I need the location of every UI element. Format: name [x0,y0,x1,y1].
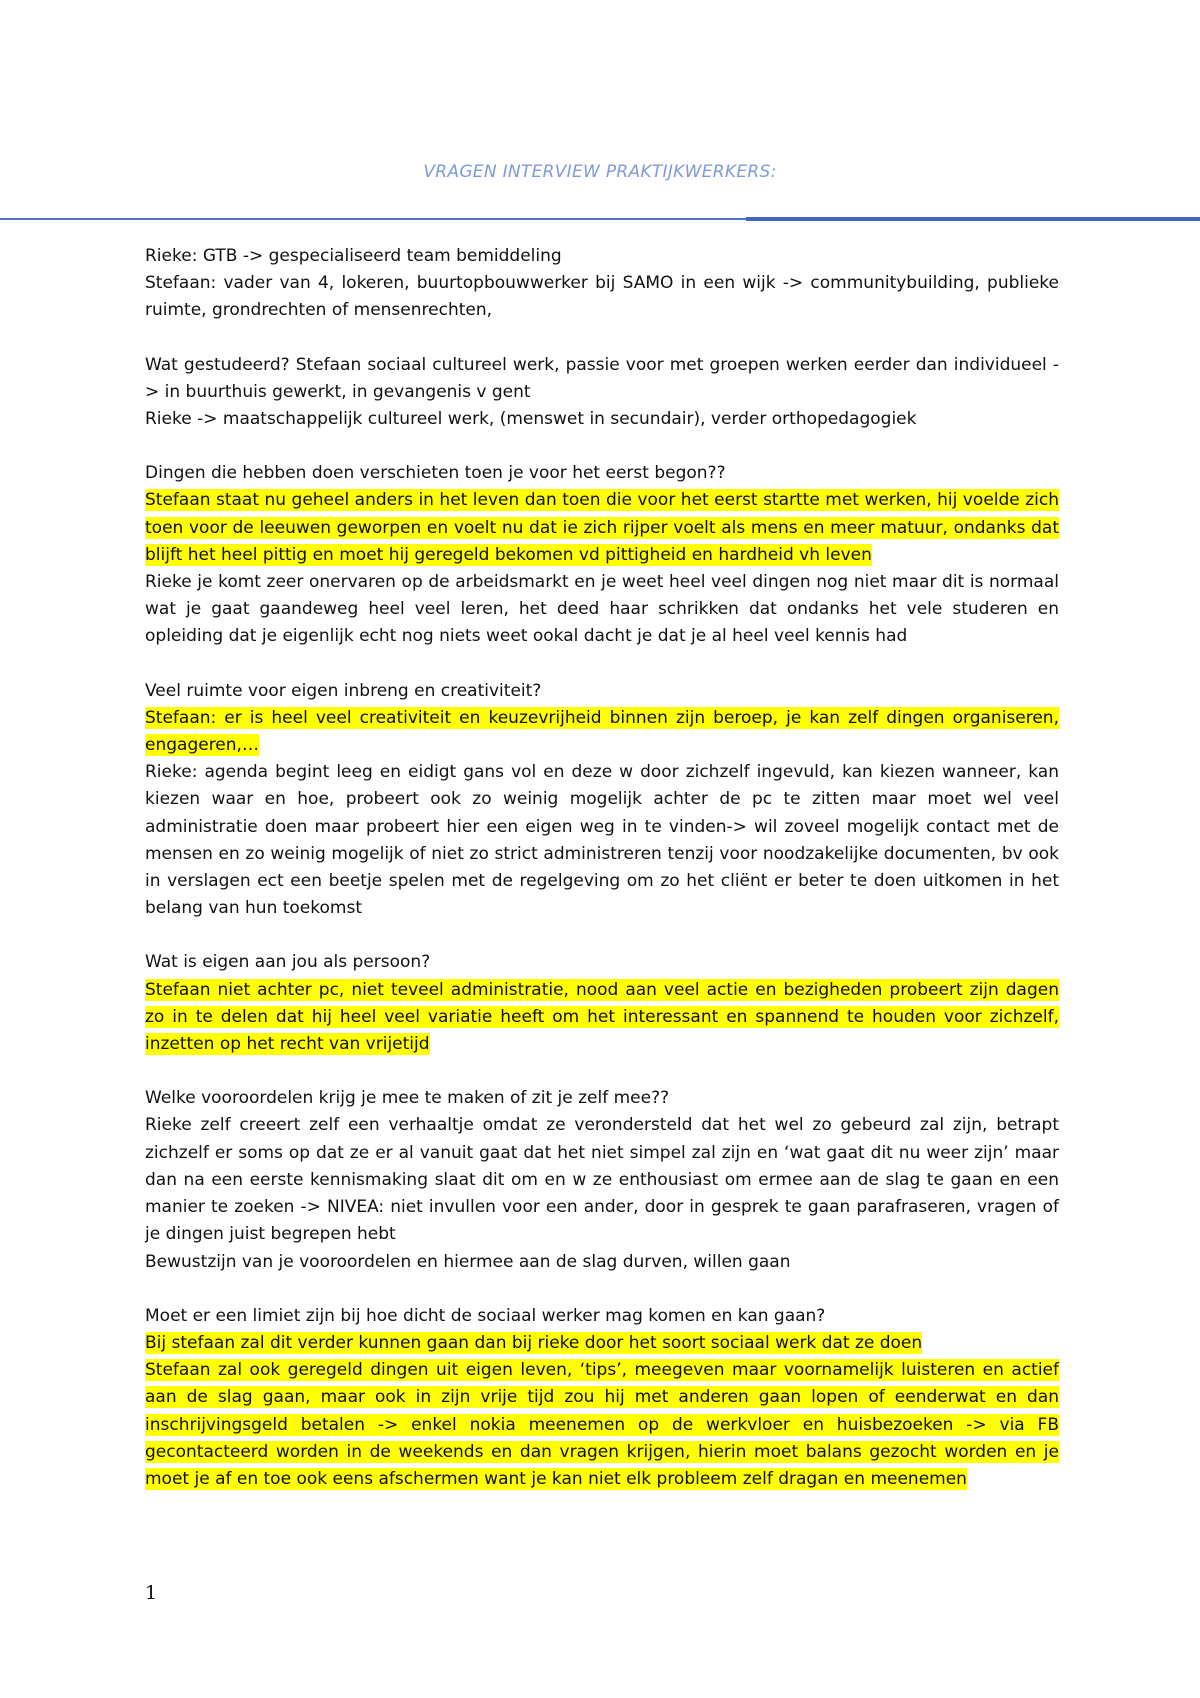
question: Wat is eigen aan jou als persoon? [145,952,431,973]
paragraph: Stefaan: vader van 4, lokeren, buurtopbouwwerker bij SAMO in een wijk -> communitybuilding, publieke ruimte, grondrechten of mensenrechten, [145,273,1059,321]
paragraph-highlighted [145,705,1059,759]
paragraph-highlighted [145,1330,1059,1357]
highlight: Stefaan: er is heel veel creativiteit en keuzevrijheid binnen zijn beroep, je kan zelf dingen organiseren, engageren,… [145,707,1059,756]
question: Moet er een limiet zijn bij hoe dicht de sociaal werker mag komen en kan gaan? [145,1305,826,1326]
highlight: Stefaan staat nu geheel anders in het leven dan toen die voor het eerst startte met werken, hij voelde zich toen voor de leeuwen geworpen en voelt nu dat ie zich rijper voelt als mens en meer matuur, ondanks dat blijft het heel pittig en moet hij geregeld bekomen vd pittigheid en hardheid vh leven [145,490,1059,565]
document-title: VRAGEN INTERVIEW PRAKTIJKWERKERS: [423,162,777,182]
document-body [145,243,1059,1493]
paragraph-highlighted [145,977,1059,1059]
paragraph: Rieke je komt zeer onervaren op de arbeidsmarkt en je weet heel veel dingen nog niet maar dit is normaal wat je gaat gaandeweg heel veel leren, het deed haar schrikken dat ondanks het vele studeren en opleiding dat je eigenlijk echt nog niets weet ookal dacht je dat je al heel veel kennis had [145,572,1059,647]
header-rule-accent [746,217,1200,221]
highlight: Bij stefaan zal dit verder kunnen gaan dan bij rieke door het soort sociaal werk dat ze doen [145,1332,923,1353]
question: Dingen die hebben doen verschieten toen je voor het eerst begon?? [145,463,726,484]
highlight: Stefaan niet achter pc, niet teveel administratie, nood aan veel actie en bezigheden probeert zijn dagen zo in te delen dat hij heel veel variatie heeft om het interessant en spannend te houden voor zichzelf, inzetten op het recht van vrijetijd [145,979,1059,1055]
question: Welke vooroordelen krijg je mee te maken of zit je zelf mee?? [145,1088,670,1109]
page-number: 1 [145,1582,158,1604]
paragraph: Bewustzijn van je vooroordelen en hiermee aan de slag durven, willen gaan [145,1251,791,1272]
paragraph: Rieke: agenda begint leeg en eidigt gans vol en deze w door zichzelf ingevuld, kan kiezen wanneer, kan kiezen waar en hoe, probeert ook zo weinig mogelijk achter de pc te zitten maar moet wel veel administratie doen maar probeert hier een eigen weg in te vinden-> wil zoveel mogelijk contact met de mensen en zo weinig mogelijk of niet zo strict administreren tenzij voor noodzakelijke documenten, bv ook in verslagen ect een beetje spelen met de regelgeving om zo het cliënt er beter te doen uitkomen in het belang van hun toekomst [145,762,1059,919]
paragraph-highlighted [145,487,1059,569]
question: Wat gestudeerd? Stefaan sociaal cultureel werk, passie voor met groepen werken eerder dan individueel -> in buurthuis gewerkt, in gevangenis v gent [145,354,1059,402]
paragraph-highlighted [145,1357,1059,1493]
highlight: Stefaan zal ook geregeld dingen uit eigen leven, ‘tips’, meegeven maar voornamelijk luisteren en actief aan de slag gaan, maar ook in zijn vrije tijd zou hij met anderen gaan lopen of eenderwat en dan inschrijvingsgeld betalen -> enkel nokia meenemen op de werkvloer en huisbezoeken -> via FB gecontacteerd worden in de weekends en dan vragen krijgen, hierin moet balans gezocht worden en je moet je af en toe ook eens afschermen want je kan niet elk probleem zelf dragan en meenemen [145,1360,1059,1489]
paragraph: Rieke -> maatschappelijk cultureel werk, (menswet in secundair), verder orthopedagogiek [145,409,917,430]
paragraph: Rieke: GTB -> gespecialiseerd team bemiddeling [145,246,562,266]
question: Veel ruimte voor eigen inbreng en creativiteit? [145,680,542,701]
paragraph: Rieke zelf creeert zelf een verhaaltje omdat ze verondersteld dat het wel zo gebeurd zal zijn, betrapt zichzelf er soms op dat ze er al vanuit gaat dat het niet simpel zal zijn en ‘wat gaat dit nu weer zijn’ maar dan na een eerste kennismaking slaat dit om en w ze enthousiast om ermee aan de slag te gaan en een manier te zoeken -> NIVEA: niet invullen voor een ander, door in gesprek te gaan parafraseren, vragen of je dingen juist begrepen hebt [145,1115,1059,1245]
